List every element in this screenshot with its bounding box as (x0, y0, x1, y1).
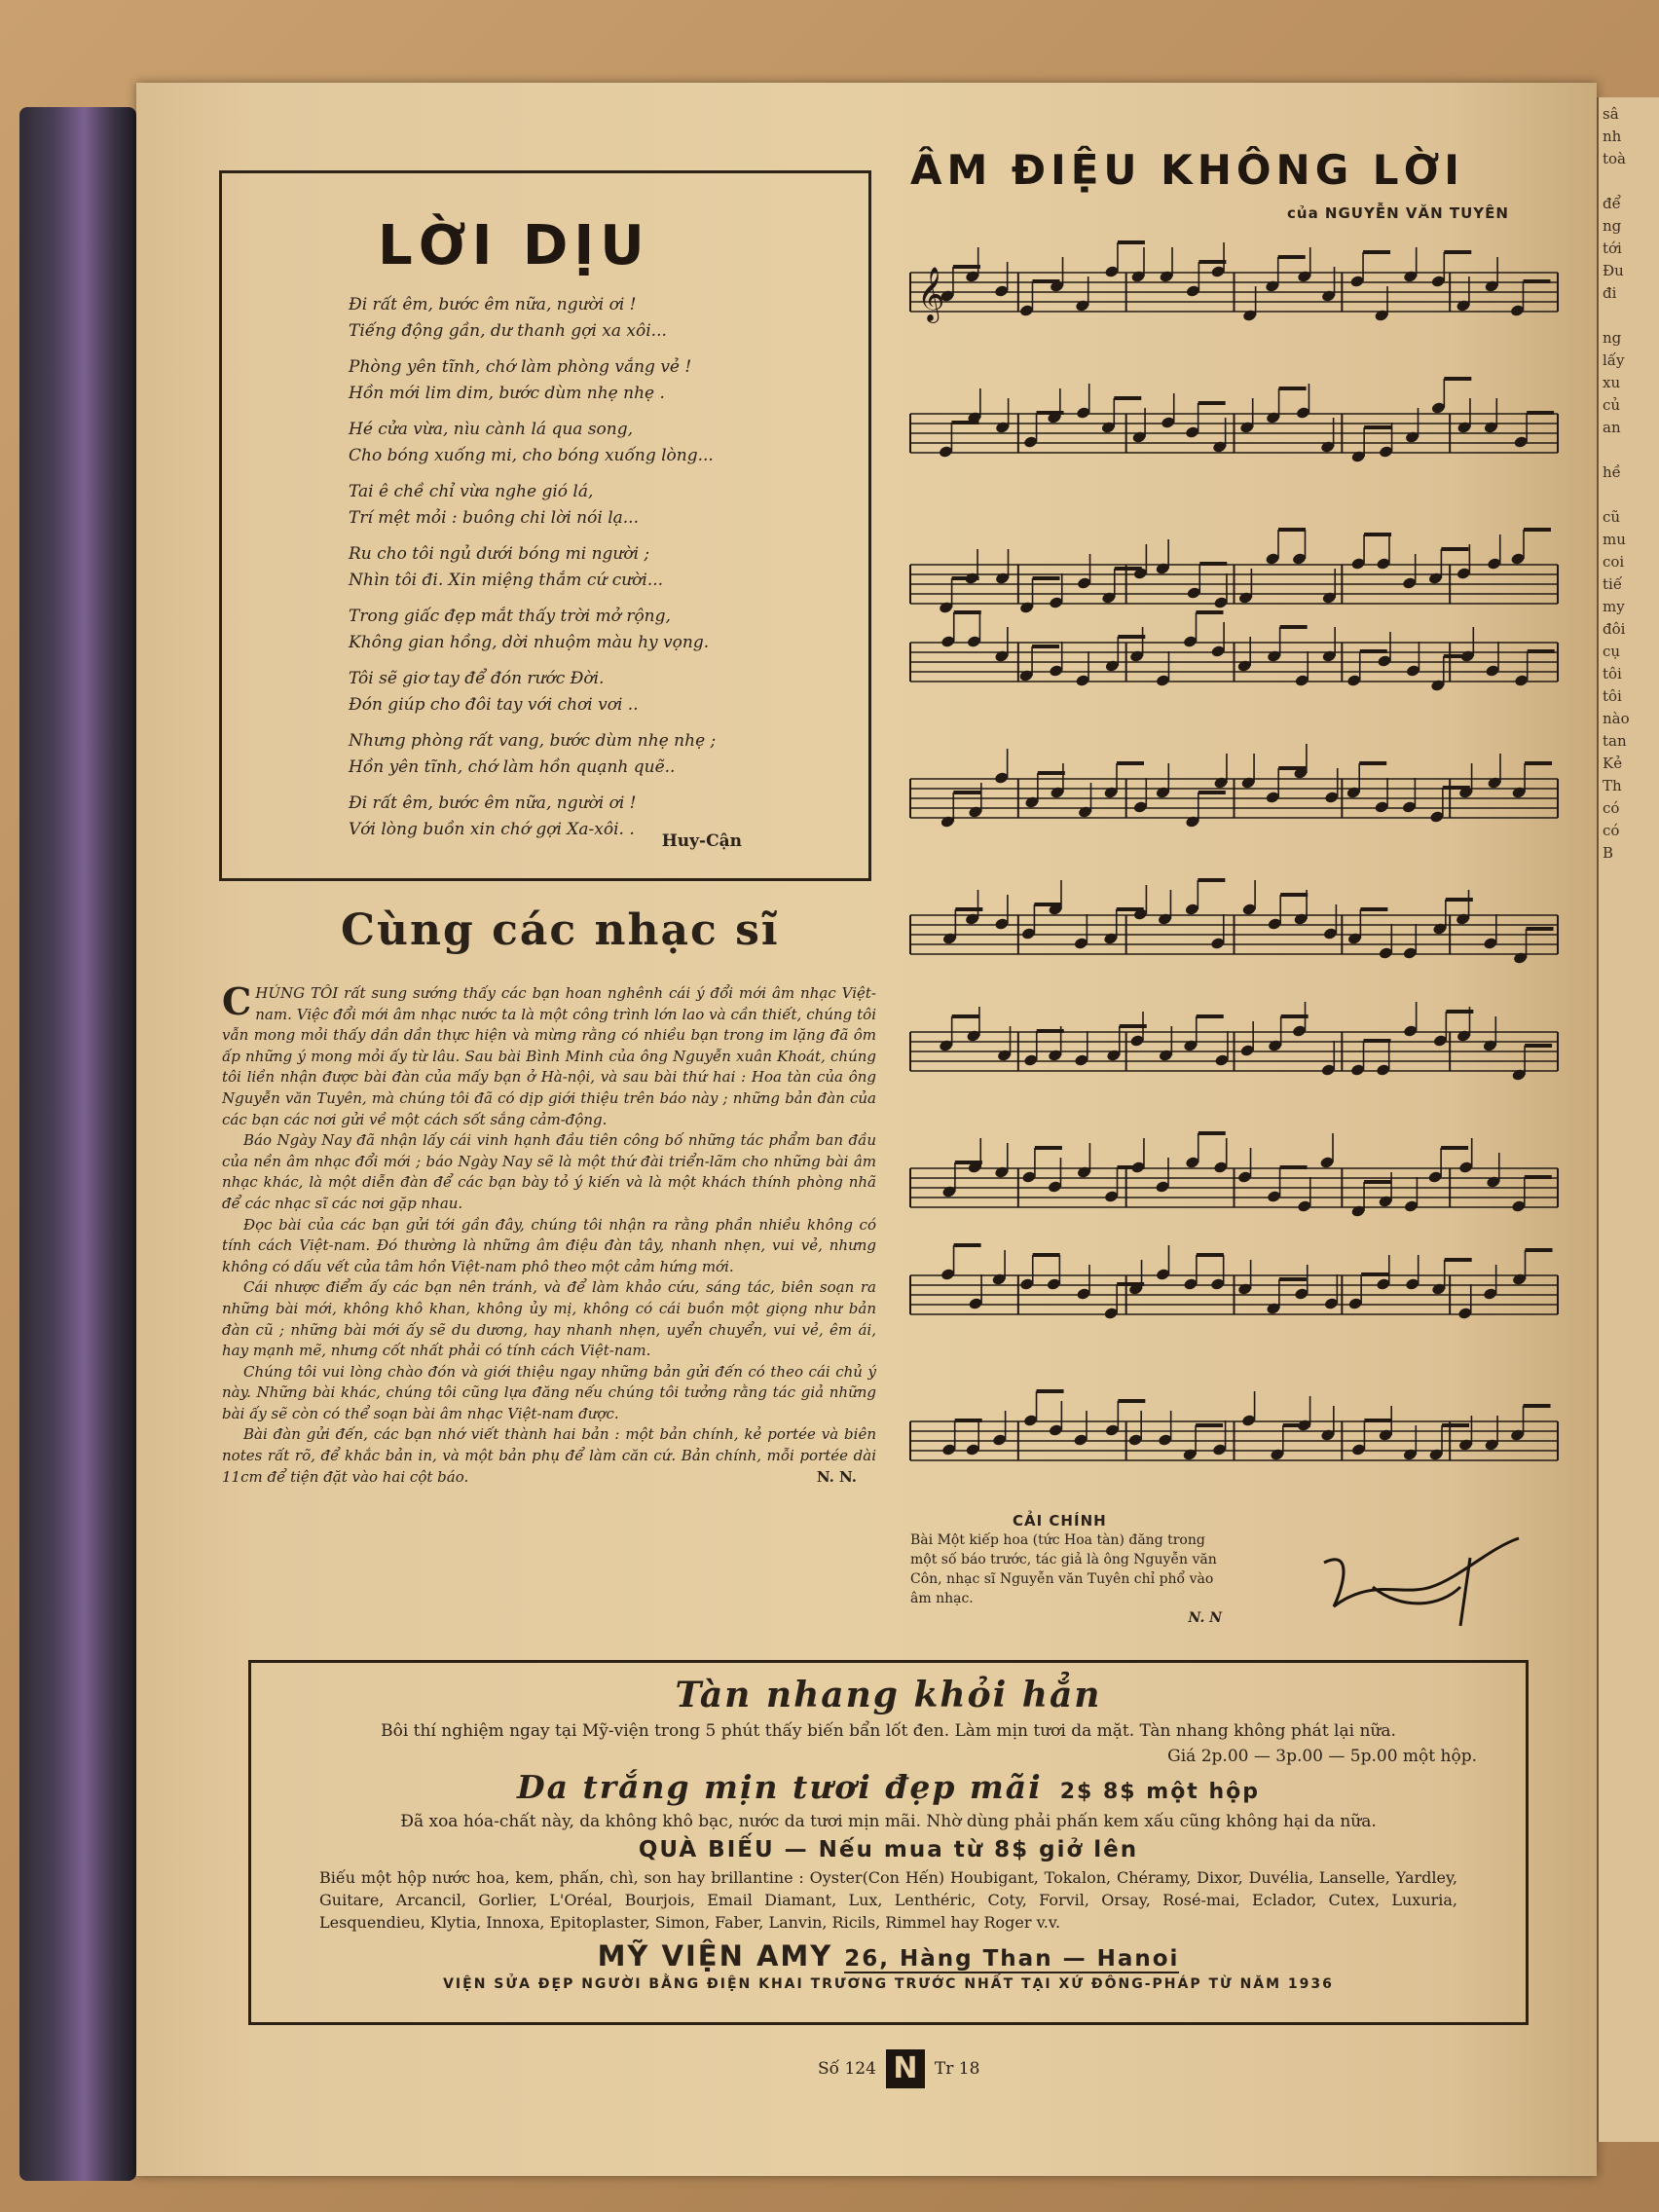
music-title: ÂM ĐIỆU KHÔNG LỜI (910, 146, 1464, 194)
poem-line: Tôi sẽ giơ tay để đón rước Đời. (349, 669, 605, 688)
poem-line: Hồn yên tĩnh, chớ làm hồn quạnh quẽ.. (349, 757, 676, 777)
ad-footer: VIỆN SỬA ĐẸP NGƯỜI BẰNG ĐIỆN KHAI TRƯƠNG TRƯỚC NHẤT TẠI XỨ ĐÔNG-PHÁP TỪ NĂM 1936 (443, 1976, 1334, 1992)
ad-text: Bôi thí nghiệm ngay tại Mỹ-viện trong 5 phút thấy biến bẩn lốt đen. Làm mịn tươi da mặt. Tàn nhang không phát lại nữa. (381, 1721, 1396, 1741)
poem-line: Đi rất êm, bước êm nữa, người ơi ! (349, 295, 637, 314)
article-paragraph: Đọc bài của các bạn gửi tới gần đây, chúng tôi nhận ra rằng phần nhiều không có tính cách Việt-nam. Đó thường là những âm điệu đàn tây, nhanh nhẹn, vui vẻ, nhưng không có dấu vết của tâm hồn Việt-nam phô theo một cảm hứng mới. (222, 1215, 876, 1275)
ad-brand-name: MỸ VIỆN AMY (597, 1939, 833, 1972)
poem-line: Với lòng buồn xin chớ gợi Xa-xôi. . (349, 820, 635, 839)
correction-signature: N. N (1188, 1610, 1222, 1626)
ad-address: 26, Hàng Than — Hanoi (844, 1946, 1180, 1972)
article-body (222, 979, 876, 1488)
correction-text: Bài Một kiếp hoa (tức Hoa tàn) đăng trong một số báo trước, tác giả là ông Nguyễn văn Côn, nhạc sĩ Nguyễn văn Tuyên chỉ phổ vào âm nhạc. (910, 1532, 1217, 1606)
treble-clef: 𝄞 (917, 267, 945, 321)
ad-price: 2$ 8$ một hộp (1059, 1780, 1261, 1804)
article-paragraph (222, 1424, 876, 1488)
poem-line: Đi rất êm, bước êm nữa, người ơi ! (349, 793, 637, 813)
poem-stanza (349, 541, 806, 594)
ad-headline-freckles: Tàn nhang khỏi hẳn (675, 1675, 1102, 1715)
ad-brand-list: Biếu một hộp nước hoa, kem, phấn, chì, son hay brillantine : Oyster(Con Hến) Houbigant, Tokalon, Chéramy, Dixor, Duvélia, Lanselle, Yardley, Guitare, Arcancil, Gorlier, L'Oréal, Bourjois, Email Diamant, Lux, Lenthéric, Coty, Forvil, Orsay, Rosé-mai, Eclador, Cutex, Luxuria, Lesquendieu, Klytia, Innoxa, Epitoplaster, Simon, Faber, Lanvin, Ricils, Rimmel hay Roger v.v. (319, 1868, 1457, 1932)
poem-line: Đón giúp cho đôi tay với chơi vơi .. (349, 695, 639, 715)
poem-title: LỜI DỊU (378, 214, 650, 277)
poem-line: Tai ê chề chỉ vừa nghe gió lá, (349, 482, 594, 501)
article-signature: N. N. (816, 1467, 857, 1486)
poem-author: Huy-Cận (661, 831, 742, 851)
article-paragraph-text: HÚNG TÔI rất sung sướng thấy các bạn hoan nghênh cái ý đổi mới âm nhạc Việt-nam. Việc đổi mới âm nhạc nước ta là một công trình lớn lao và cần thiết, chúng tôi vẫn mong mỏi thấy dần dần thực hiện và mừng rằng có nhiều bạn trong im lặng đã ôm ấp những ý mong mỏi ấy từ lâu. Sau bài Bình Minh của ông Nguyễn xuân Khoát, chúng tôi liền nhận được bài đàn của mấy bạn ở Hà-nội, và sau bài thứ hai : Hoa tàn của ông Nguyễn văn Tuyên, mà chúng tôi đã có dịp giới thiệu trên báo này ; những bản đàn của các bạn các nơi gửi về một cách sốt sắng cảm-động. (222, 984, 876, 1128)
ad-headline-skin-text: Da trắng mịn tươi đẹp mãi (516, 1768, 1043, 1806)
article-paragraph: Báo Ngày Nay đã nhận lấy cái vinh hạnh đầu tiên công bố những tác phẩm ban đầu của nền âm nhạc đổi mới ; báo Ngày Nay sẽ là một thứ đài triển-lãm cho những bài âm nhạc khác, là một diễn đàn để các bạn bày tỏ ý kiến và là một khách thính phòng nhã để các nhạc sĩ các nơi gặp nhau. (222, 1131, 876, 1212)
sheet-music-score (905, 234, 1587, 1509)
poem-line: Trí mệt mỏi : buông chi lời nói lạ... (349, 508, 639, 528)
advertisement-box (248, 1660, 1529, 2025)
poem-box (219, 170, 871, 881)
ad-text: Đã xoa hóa-chất này, da không khô bạc, nước da tươi mịn mãi. Nhờ dùng phải phấn kem xấu cũng không hại da nữa. (400, 1812, 1377, 1831)
handwritten-signature (1314, 1519, 1538, 1636)
poem-line: Không gian hồng, dời nhuộm màu hy vọng. (349, 633, 710, 652)
adjacent-page (1597, 97, 1659, 2142)
poem-body (349, 292, 806, 853)
magazine-logo: N (886, 2049, 925, 2088)
poem-line: Tiếng động gần, dư thanh gợi xa xôi... (349, 321, 667, 341)
article-paragraph: Chúng tôi vui lòng chào đón và giới thiệu ngay những bản gửi đến có theo cái chủ ý này. Những bài khác, chúng tôi cũng lựa đăng nếu chúng tôi tưởng rằng tác giả những bài ấy sẽ còn có thể soạn bài âm nhạc Việt-nam được. (222, 1362, 876, 1422)
poem-stanza (349, 292, 806, 345)
article-paragraph: Cái nhược điểm ấy các bạn nên tránh, và để làm khảo cứu, sáng tác, biên soạn ra những bài mới, không khô khan, không ủy mị, không có cái buồn một giọng như bản đàn cũ ; những bài mới ấy sẽ du dương, hay nhanh nhẹn, uyển chuyển, vui vẻ, êm ái, hay mạnh mẽ, nhưng cốt nhất phải có tính cách Việt-nam. (222, 1278, 876, 1360)
article-paragraph (222, 979, 876, 1130)
poem-line: Cho bóng xuống mi, cho bóng xuống lòng... (349, 446, 714, 465)
ad-price: Giá 2p.00 — 3p.00 — 5p.00 một hộp. (1167, 1747, 1477, 1766)
issue-number: Số 124 (818, 2059, 876, 2079)
ad-headline-gift: QUÀ BIẾU — Nếu mua từ 8$ giở lên (638, 1837, 1139, 1862)
poem-line: Nhìn tôi đi. Xin miệng thắm cứ cười... (349, 571, 664, 590)
poem-line: Hồn mới lim dim, bước dùm nhẹ nhẹ . (349, 384, 665, 403)
page-footer (818, 2049, 979, 2088)
ad-headline-skin (251, 1768, 1526, 1806)
correction-notice (910, 1511, 1222, 1628)
poem-stanza (349, 354, 806, 407)
poem-stanza (349, 479, 806, 532)
poem-stanza (349, 728, 806, 781)
music-composer: của NGUYỄN VĂN TUYÊN (1287, 204, 1509, 222)
drop-cap: C (222, 979, 252, 1023)
book-spine (19, 107, 136, 2181)
poem-stanza (349, 666, 806, 719)
ad-brand (251, 1939, 1526, 1972)
article-title: Cùng các nhạc sĩ (341, 905, 780, 955)
adjacent-page-text: sâ nh toà để ng tới Đu đi ng lấy xu củ an hề cũ mu coi tiế my đôi cụ tôi tôi nào tan Kẻ Th có có B (1603, 105, 1630, 862)
poem-line: Trong giấc đẹp mắt thấy trời mở rộng, (349, 607, 671, 626)
poem-stanza (349, 604, 806, 656)
poem-stanza (349, 417, 806, 469)
poem-line: Phòng yên tĩnh, chớ làm phòng vắng vẻ ! (349, 357, 692, 377)
page-number: Tr 18 (934, 2059, 980, 2079)
poem-line: Nhưng phòng rất vang, bước dùm nhẹ nhẹ ; (349, 731, 717, 751)
article-paragraph-text: Bài đàn gửi đến, các bạn nhớ viết thành hai bản : một bản chính, kẻ portée và biên notes rất rõ, để khắc bản in, và một bản phụ để làm căn cứ. Bản chính, mỗi portée dài 11cm để tiện đặt vào hai cột báo. (222, 1425, 876, 1486)
poem-line: Hé cửa vừa, nìu cành lá qua song, (349, 420, 634, 439)
correction-title: CẢI CHÍNH (1013, 1512, 1107, 1530)
poem-line: Ru cho tôi ngủ dưới bóng mi người ; (349, 544, 650, 564)
